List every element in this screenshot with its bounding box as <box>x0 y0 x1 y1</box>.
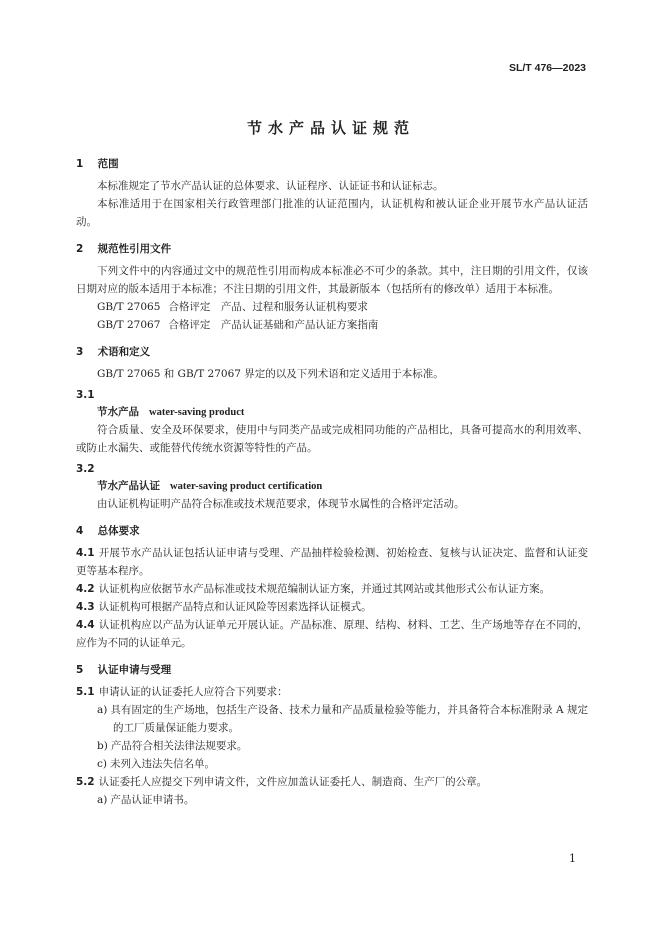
clause-text: 开展节水产品认证包括认证申请与受理、产品抽样检验检测、初始检查、复核与认证决定、监督和认证变更等基本程序。 <box>76 547 588 577</box>
term-chinese: 节水产品认证 <box>97 480 160 492</box>
page-number: 1 <box>569 852 576 865</box>
clause <box>76 598 588 616</box>
document-body <box>76 152 588 809</box>
clause <box>76 544 588 580</box>
list-item <box>76 737 588 755</box>
paragraph: 本标准规定了节水产品认证的总体要求、认证程序、认证证书和认证标志。 <box>97 180 444 192</box>
term-english: water-saving product certification <box>170 481 323 492</box>
paragraph: 下列文件中的内容通过文中的规范性引用而构成本标准必不可少的条款。其中，注日期的引用文件，仅该日期对应的版本适用于本标准；不注日期的引用文件，其最新版本（包括所有的修改单）适用于本标准。 <box>76 265 588 295</box>
paragraph: 本标准适用于在国家相关行政管理部门批准的认证范围内，认证机构和被认证企业开展节水产品认证活动。 <box>76 198 588 228</box>
section-3-heading <box>76 344 588 361</box>
list-item <box>76 701 588 737</box>
section-number: 3 <box>76 346 84 358</box>
section-number: 2 <box>76 243 84 255</box>
section-title: 总体要求 <box>97 525 140 537</box>
term-english: water-saving product <box>149 407 245 418</box>
section-2-heading <box>76 241 588 258</box>
section-title: 术语和定义 <box>97 346 151 358</box>
list-label: c) <box>97 758 107 770</box>
section-5-heading <box>76 662 588 679</box>
section-number: 1 <box>76 158 84 170</box>
clause <box>76 616 588 652</box>
list-item <box>76 791 588 809</box>
list-text: 产品符合相关法律法规要求。 <box>110 740 248 752</box>
section-title: 规范性引用文件 <box>97 243 172 255</box>
list-item <box>76 755 588 773</box>
document-title: 节水产品认证规范 <box>246 119 415 137</box>
paragraph: GB/T 27065 和 GB/T 27067 界定的以及下列术语和定义适用于本标准。 <box>97 368 444 380</box>
term-definition: 符合质量、安全及环保要求，使用中与同类产品或完成相同功能的产品相比，具备可提高水的利用效率、或防止水漏失、或能替代传统水资源等特性的产品。 <box>76 424 588 454</box>
section-number: 4 <box>76 525 84 537</box>
clause-text: 申请认证的认证委托人应符合下列要求： <box>98 686 288 698</box>
section-number: 5 <box>76 664 84 676</box>
clause-number: 4.4 <box>76 619 95 631</box>
clause-text: 认证委托人应提交下列申请文件，文件应加盖认证委托人、制造商、生产厂的公章。 <box>98 776 488 788</box>
clause <box>76 773 588 791</box>
section-1-heading <box>76 156 588 173</box>
clause-number: 4.2 <box>76 583 95 595</box>
section-4-heading <box>76 523 588 540</box>
clause-text: 认证机构应以产品为认证单元开展认证。产品标准、原理、结构、材料、工艺、生产场地等存在不同的，应作为不同的认证单元。 <box>76 619 588 649</box>
list-label: b) <box>97 740 108 752</box>
clause-number: 4.3 <box>76 601 95 613</box>
reference-title: 合格评定 产品认证基础和产品认证方案指南 <box>168 319 379 331</box>
section-title: 认证申请与受理 <box>97 664 172 676</box>
list-text: 产品认证申请书。 <box>110 794 195 806</box>
list-label: a) <box>97 794 108 806</box>
term-number: 3.1 <box>76 389 95 401</box>
list-text: 具有固定的生产场地，包括生产设备、技术力量和产品质量检验等能力，并具备符合本标准附录 A 规定的工厂质量保证能力要求。 <box>110 704 588 734</box>
list-text: 未列入违法失信名单。 <box>109 758 215 770</box>
reference-code: GB/T 27067 <box>97 319 161 331</box>
list-label: a) <box>97 704 108 716</box>
standard-code: SL/T 476—2023 <box>508 62 586 74</box>
term-heading <box>76 478 588 495</box>
clause-number: 4.1 <box>76 547 95 559</box>
clause-number: 5.1 <box>76 686 95 698</box>
clause <box>76 683 588 701</box>
reference-code: GB/T 27065 <box>97 301 161 313</box>
term-number: 3.2 <box>76 463 95 475</box>
section-title: 范围 <box>97 158 119 170</box>
term-definition: 由认证机构证明产品符合标准或技术规范要求，体现节水属性的合格评定活动。 <box>97 498 465 510</box>
reference-item <box>76 316 588 334</box>
reference-item <box>76 298 588 316</box>
clause-text: 认证机构可根据产品特点和认证风险等因素选择认证模式。 <box>98 601 372 613</box>
term-heading <box>76 404 588 421</box>
reference-title: 合格评定 产品、过程和服务认证机构要求 <box>168 301 368 313</box>
term-chinese: 节水产品 <box>97 406 139 418</box>
clause <box>76 580 588 598</box>
clause-number: 5.2 <box>76 776 95 788</box>
clause-text: 认证机构应依据节水产品标准或技术规范编制认证方案，并通过其网站或其他形式公布认证方案。 <box>98 583 551 595</box>
